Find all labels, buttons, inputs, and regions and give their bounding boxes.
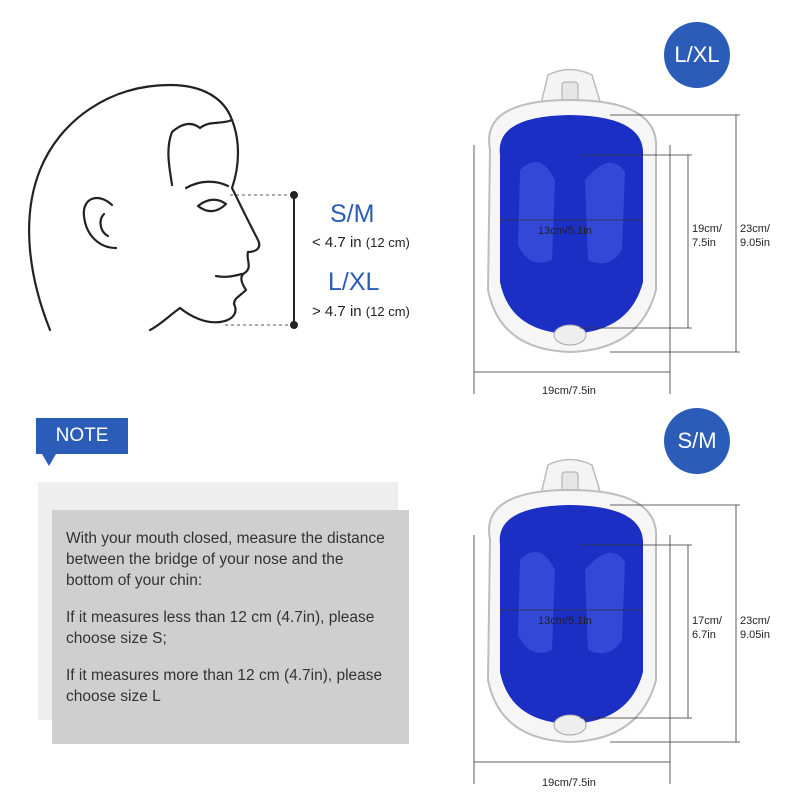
note-paragraph: With your mouth closed, measure the distance between the bridge of your nose and the bottom of your chin: (66, 530, 385, 589)
sm-measure-in: < 4.7 in (312, 234, 362, 251)
lxl-size-label: L/XL (328, 268, 380, 296)
sm-measure-cm: (12 cm) (365, 235, 410, 250)
note-paragraph: If it measures more than 12 cm (4.7in), please choose size L (66, 667, 383, 705)
mask-sm-outer-height (740, 614, 770, 642)
lxl-measure-cm: (12 cm) (365, 304, 410, 319)
mask-lxl-outer-height (740, 222, 770, 250)
sm-measure-text (312, 234, 410, 251)
mask-sm-inner-height-cm: 17cm/ (692, 615, 722, 627)
mask-sm-outer-height-in: 9.05in (740, 629, 770, 641)
mask-lxl-outer-height-in: 9.05in (740, 237, 770, 249)
size-badge-sm: S/M (664, 408, 730, 474)
mask-lxl-outer-height-cm: 23cm/ (740, 223, 770, 235)
note-tag-pointer (42, 454, 56, 466)
mask-sm-inner-height-in: 6.7in (692, 629, 716, 641)
note-panel (52, 510, 409, 744)
head-profile-illustration (20, 80, 310, 350)
mask-lxl-inner-height-cm: 19cm/ (692, 223, 722, 235)
mask-lxl-outer-width: 19cm/7.5in (542, 385, 596, 397)
lxl-measure-in: > 4.7 in (312, 303, 362, 320)
sm-size-label: S/M (330, 200, 375, 228)
note-paragraph: If it measures less than 12 cm (4.7in), please choose size S; (66, 609, 375, 647)
mask-lxl-inner-width: 13cm/5.1in (538, 225, 592, 237)
mask-sm-outer-height-cm: 23cm/ (740, 615, 770, 627)
note-tag: NOTE (36, 418, 128, 454)
size-badge-lxl: L/XL (664, 22, 730, 88)
mask-sm-outer-width: 19cm/7.5in (542, 777, 596, 789)
mask-sm-inner-width: 13cm/5.1in (538, 615, 592, 627)
mask-sm-inner-height (692, 614, 722, 642)
lxl-measure-text (312, 303, 410, 320)
mask-lxl-inner-height (692, 222, 722, 250)
mask-lxl-inner-height-in: 7.5in (692, 237, 716, 249)
